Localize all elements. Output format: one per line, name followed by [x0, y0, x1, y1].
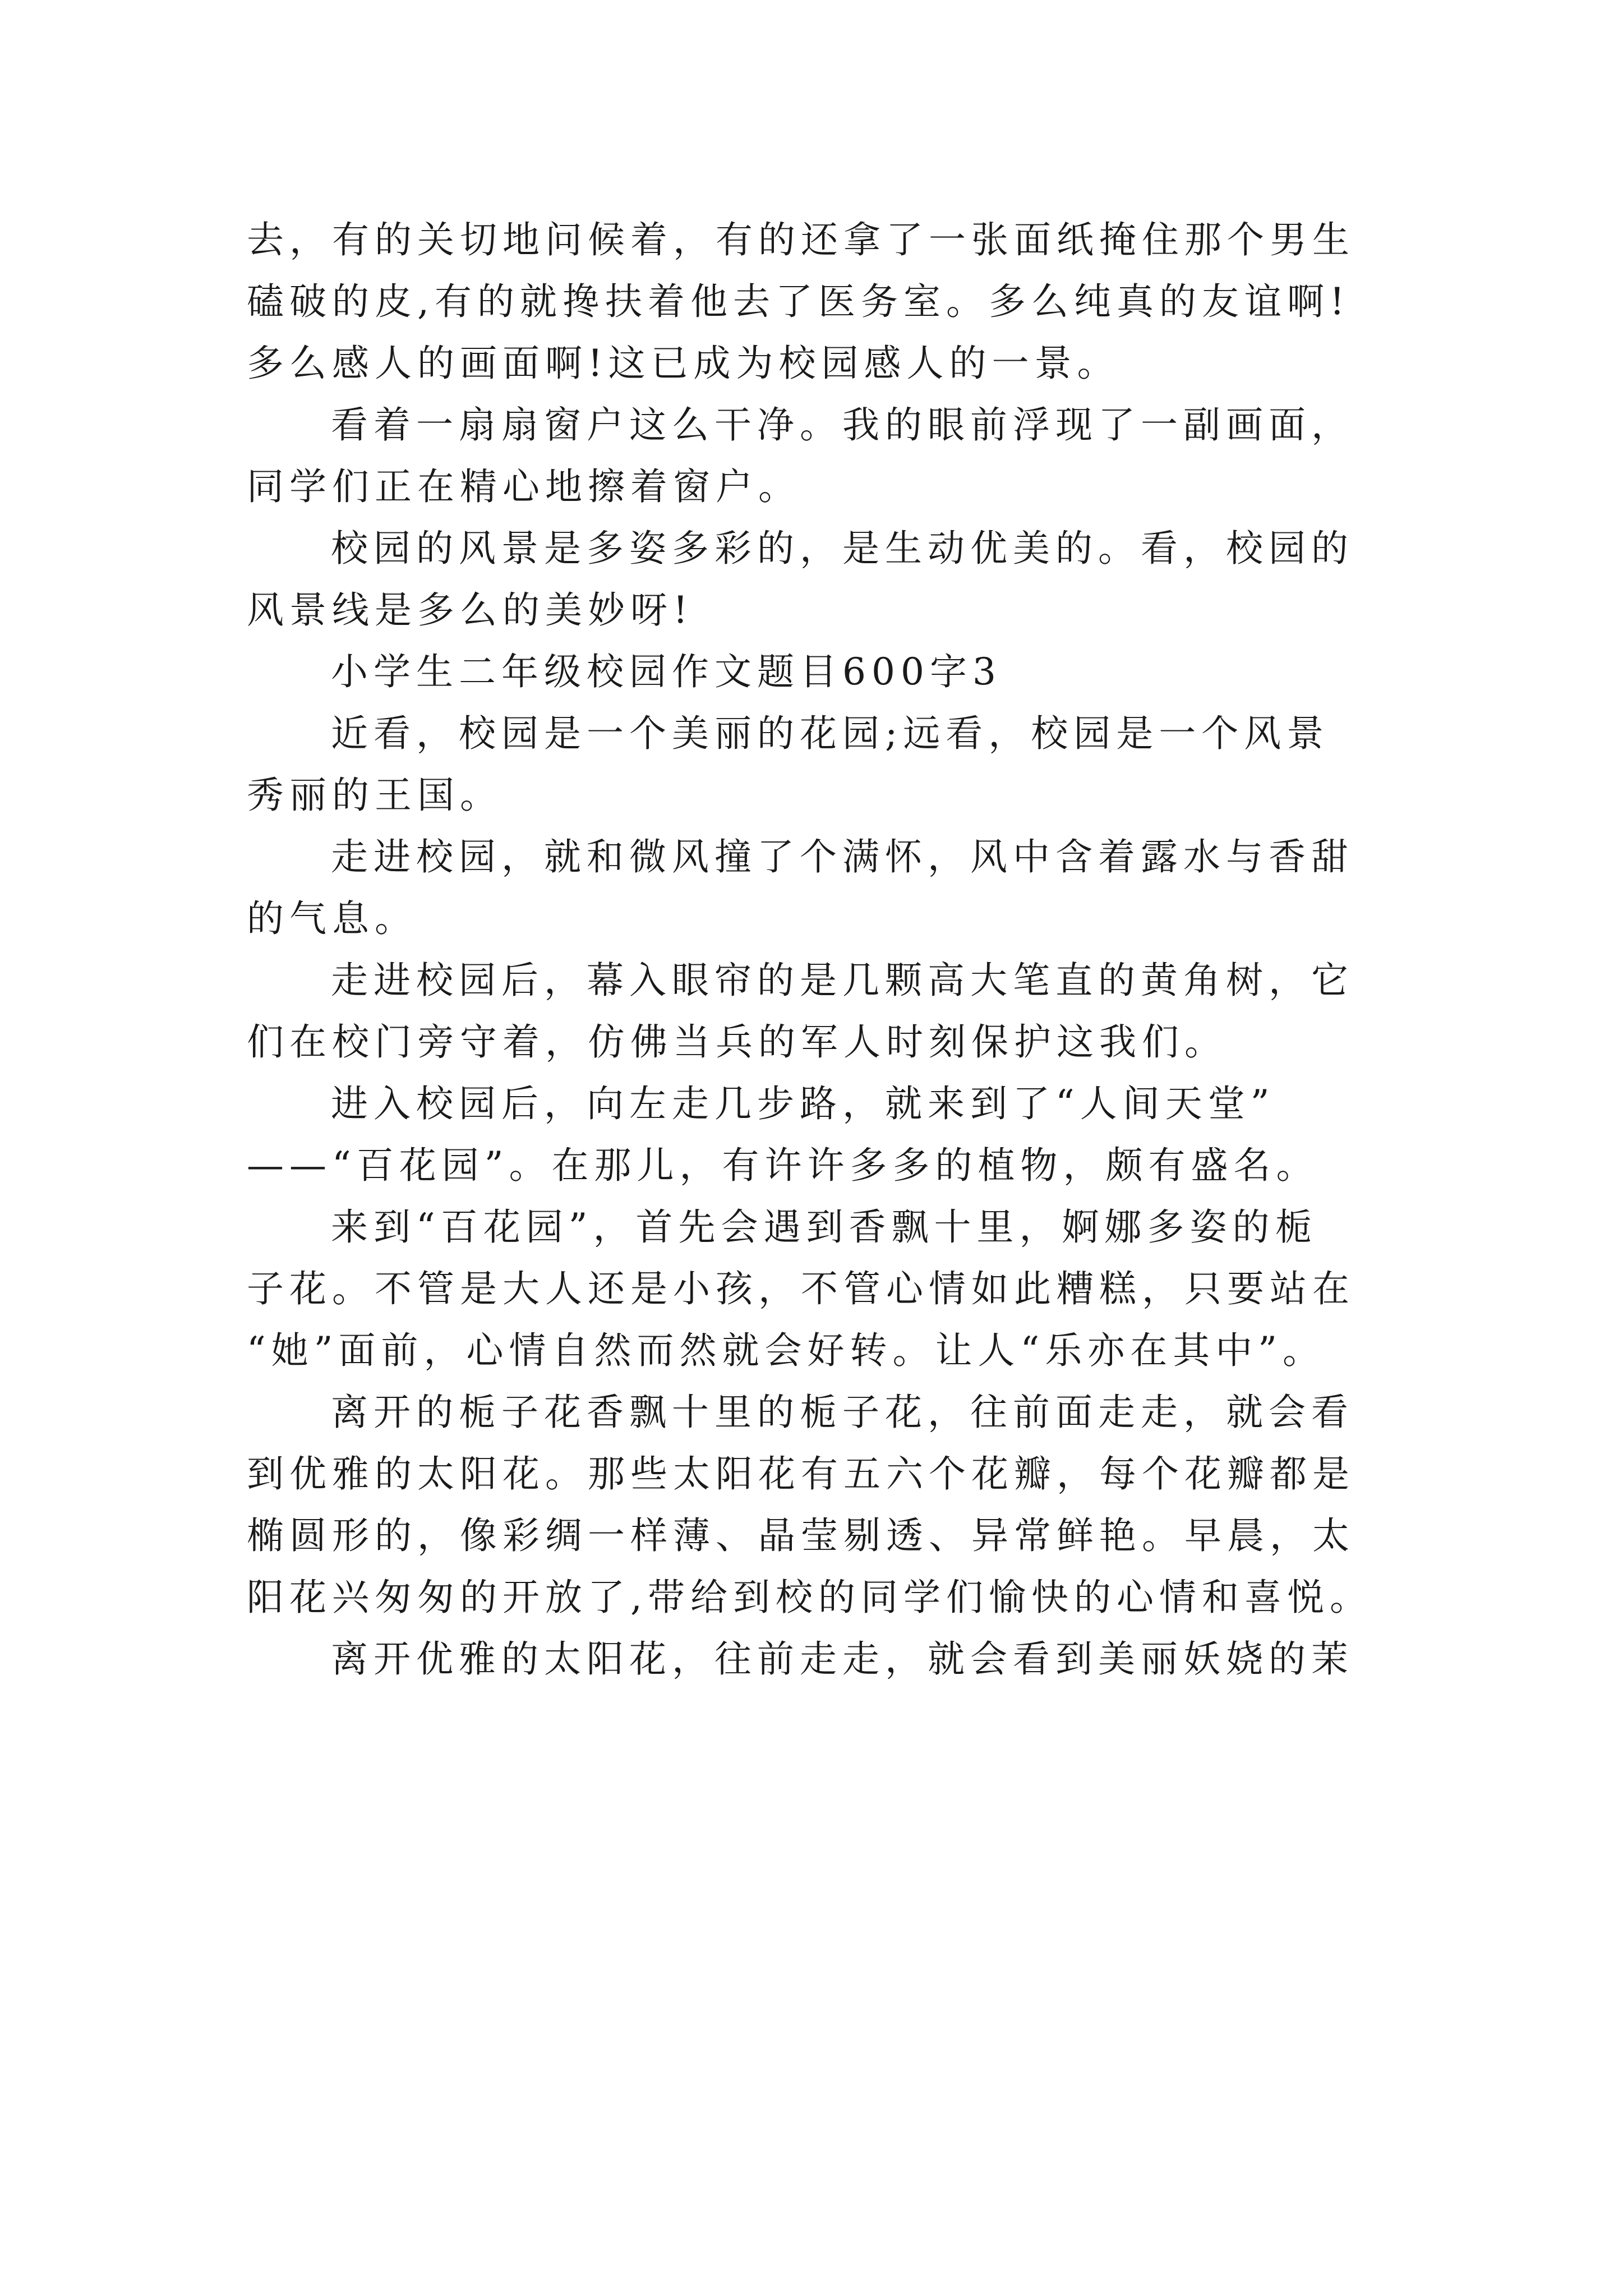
paragraph	[247, 703, 1391, 826]
text-line: 到优雅的太阳花。那些太阳花有五六个花瓣，每个花瓣都是	[247, 1452, 1355, 1496]
text-line: 子花。不管是大人还是小孩，不管心情如此糟糕，只要站在	[247, 1267, 1355, 1310]
text-line: 来到“百花园”，首先会遇到香飘十里，婀娜多姿的栀	[331, 1205, 1318, 1249]
paragraph	[247, 1382, 1391, 1628]
text-line: 秀丽的王国。	[247, 774, 502, 817]
text-line: 们在校门旁守着，仿佛当兵的军人时刻保护这我们。	[247, 1020, 1227, 1064]
text-line: 去，有的关切地问候着，有的还拿了一张面纸掩住那个男生	[247, 218, 1355, 261]
text-line: 的气息。	[247, 897, 417, 940]
text-line: 离开的栀子花香飘十里的栀子花，往前面走走，就会看	[331, 1391, 1354, 1434]
paragraph	[247, 826, 1391, 950]
paragraph	[247, 1197, 1391, 1382]
paragraph	[247, 950, 1391, 1073]
paragraph	[247, 1628, 1391, 1690]
section-heading	[247, 641, 1391, 703]
paragraph	[247, 518, 1391, 641]
paragraph	[247, 394, 1391, 518]
text-line: 离开优雅的太阳花，往前走走，就会看到美丽妖娆的茉	[331, 1637, 1354, 1681]
text-line: 看着一扇扇窗户这么干净。我的眼前浮现了一副画面，	[331, 403, 1354, 447]
text-line: 磕破的皮,有的就搀扶着他去了医务室。多么纯真的友谊啊!	[247, 280, 1350, 323]
text-line: 风景线是多么的美妙呀!	[247, 588, 694, 632]
text-line: 多么感人的画面啊!这已成为校园感人的一景。	[247, 342, 1120, 385]
paragraph	[247, 209, 1391, 394]
text-line: 阳花兴匆匆的开放了,带给到校的同学们愉快的心情和喜悦。	[247, 1576, 1372, 1619]
paragraph	[247, 1073, 1391, 1197]
text-line: 椭圆形的，像彩绸一样薄、晶莹剔透、异常鲜艳。早晨，太	[247, 1514, 1355, 1557]
text-line: 进入校园后，向左走几步路，就来到了“人间天堂”	[331, 1082, 1275, 1125]
text-line: 近看，校园是一个美丽的花园;远看，校园是一个风景	[331, 712, 1330, 755]
text-line: 走进校园，就和微风撞了个满怀，风中含着露水与香甜	[331, 835, 1354, 878]
document-body	[247, 209, 1391, 1690]
text-line: 小学生二年级校园作文题目600字3	[331, 650, 1002, 693]
text-line: 走进校园后，幕入眼帘的是几颗高大笔直的黄角树，它	[331, 959, 1354, 1002]
text-line: ——“百花园”。在那儿，有许许多多的植物，颇有盛名。	[247, 1144, 1319, 1187]
text-line: “她”面前，心情自然而然就会好转。让人“乐亦在其中”。	[247, 1329, 1325, 1372]
text-line: 校园的风景是多姿多彩的，是生动优美的。看，校园的	[331, 527, 1354, 570]
text-line: 同学们正在精心地擦着窗户。	[247, 465, 801, 508]
